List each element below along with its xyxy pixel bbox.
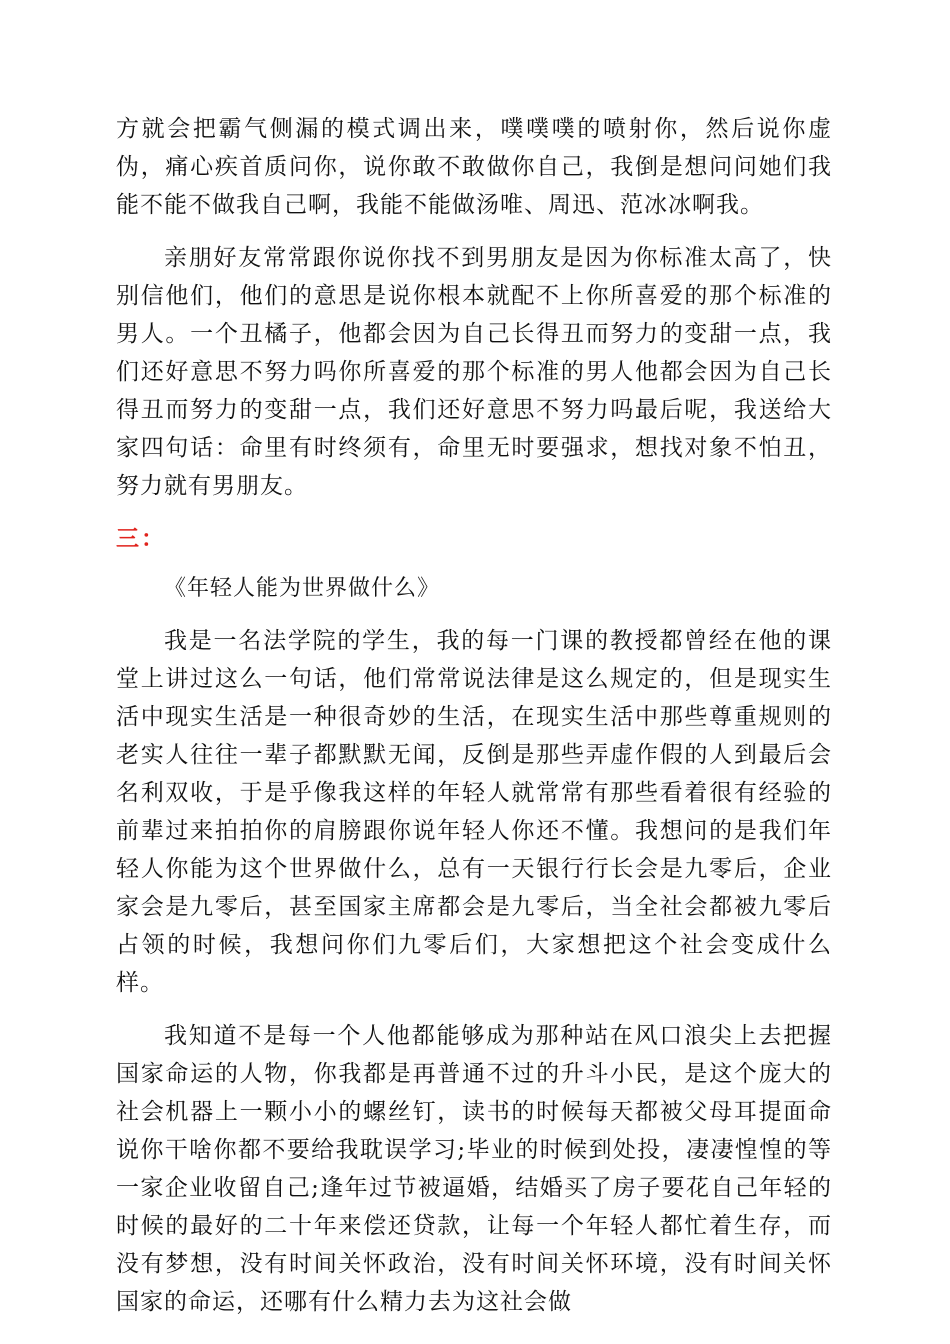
paragraph-continuation: 方就会把霸气侧漏的模式调出来，噗噗噗的喷射你，然后说你虚伪，痛心疾首质问你，说你敢不敢做你自己，我倒是想问问她们我能不能不做我自己啊，我能不能做汤唯、周迅、范冰冰啊我。 — [116, 116, 832, 218]
paragraph-advice: 亲朋好友常常跟你说你找不到男朋友是因为你标准太高了，快别信他们，他们的意思是说你根本就配不上你所喜爱的那个标准的男人。一个丑橘子，他都会因为自己长得丑而努力的变甜一点，我们还好意思不努力吗你所喜爱的那个标准的男人他都会因为自己长得丑而努力的变甜一点，我们还好意思不努力吗最后呢，我送给大家四句话：命里有时终须有，命里无时要强求，想找对象不怕丑，努力就有男朋友。 — [116, 245, 832, 499]
section-heading: 三： — [116, 526, 166, 552]
paragraph-law-student: 我是一名法学院的学生，我的每一门课的教授都曾经在他的课堂上讲过这么一句话，他们常常说法律是这么规定的，但是现实生活中现实生活是一种很奇妙的生活，在现实生活中那些尊重规则的老实人往往一辈子都默默无闻，反倒是那些弄虚作假的人到最后会名利双收，于是乎像我这样的年轻人就常常有那些看着很有经验的前辈过来拍拍你的肩膀跟你说年轻人你还不懂。我想问的是我们年轻人你能为这个世界做什么，总有一天银行行长会是九零后，企业家会是九零后，甚至国家主席都会是九零后，当全社会都被九零后占领的时候，我想问你们九零后们，大家想把这个社会变成什么样。 — [116, 628, 832, 996]
paragraph-ordinary-people: 我知道不是每一个人他都能够成为那种站在风口浪尖上去把握国家命运的人物，你我都是再普通不过的升斗小民，是这个庞大的社会机器上一颗小小的螺丝钉，读书的时候每天都被父母耳提面命说你干啥你都不要给我耽误学习;毕业的时候到处投，凄凄惶惶的等一家企业收留自己;逢年过节被逼婚，结婚买了房子要花自己年轻的时候的最好的二十年来偿还贷款，让每一个年轻人都忙着生存，而没有梦想，没有时间关怀政治，没有时间关怀环境，没有时间关怀国家的命运，还哪有什么精力去为这社会做 — [116, 1023, 832, 1315]
speech-title: 《年轻人能为世界做什么》 — [164, 576, 441, 601]
document-page — [116, 110, 832, 1336]
